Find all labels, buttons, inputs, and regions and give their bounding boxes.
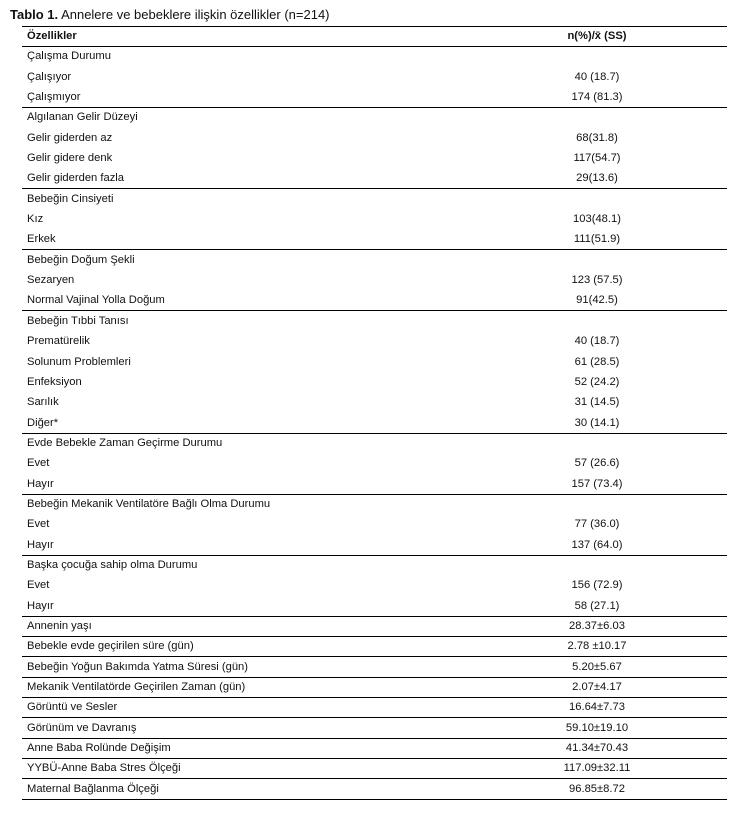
row-value: 40 (18.7) [574,335,620,348]
row-label: Bebeğin Cinsiyeti [27,192,114,205]
table-row [22,697,727,717]
table-caption [10,7,330,23]
row-label: Bebeğin Tıbbi Tanısı [27,314,129,327]
row-label: Evde Bebekle Zaman Geçirme Durumu [27,436,223,449]
row-value: 29(13.6) [576,172,618,185]
row-divider [22,107,727,108]
row-divider [22,433,727,434]
table-row [22,229,727,249]
row-value: 58 (27.1) [574,599,620,612]
row-label: Çalışıyor [27,70,72,83]
table-row [22,107,727,127]
table-row [22,46,727,66]
row-divider [22,697,727,698]
table-body [22,46,727,799]
row-label: Bebeğin Mekanik Ventilatöre Bağlı Olma Durumu [27,497,271,510]
row-divider [22,188,727,189]
table-row [22,270,727,290]
row-label: Bebekle evde geçirilen süre (gün) [27,640,194,653]
row-label: Algılanan Gelir Düzeyi [27,111,138,124]
row-label: Çalışma Durumu [27,50,111,63]
row-divider [22,717,727,718]
row-label: YYBÜ-Anne Baba Stres Ölçeği [27,762,181,775]
row-value: 59.10±19.10 [565,721,629,734]
row-label: Kız [27,213,44,226]
table-row [22,148,727,168]
row-value: 117.09±32.11 [563,762,631,775]
row-value: 61 (28.5) [574,355,620,368]
row-label: Anne Baba Rolünde Değişim [27,742,171,755]
table-row [22,616,727,636]
table-row [22,413,727,433]
table-row [22,657,727,677]
row-label: Mekanik Ventilatörde Geçirilen Zaman (gün) [27,681,246,693]
row-label: Bebeğin Yoğun Bakımda Yatma Süresi (gün) [27,660,248,673]
row-label: Evet [27,579,50,592]
table-row [22,311,727,331]
table-row [22,514,727,534]
row-label: Maternal Bağlanma Ölçeği [27,782,159,795]
row-divider [22,778,727,779]
table-row [22,128,727,148]
row-value: 68(31.8) [576,131,618,144]
table-row [22,352,727,372]
row-label: Gelir giderden fazla [27,172,125,185]
table-header-row [22,26,727,46]
row-value: 16.64±7.73 [569,701,625,714]
table-row [22,87,727,107]
row-label: Görüntü ve Sesler [27,701,118,714]
table-row [22,67,727,87]
table-row [22,168,727,188]
row-value: 123 (57.5) [571,274,623,287]
row-label: Sarılık [27,396,59,409]
table-row [22,372,727,392]
table-row [22,555,727,575]
table-row [22,596,727,616]
row-value: 96.85±8.72 [569,782,625,795]
row-value: 40 (18.7) [574,70,620,83]
row-value: 52 (24.2) [574,375,620,388]
row-value: 156 (72.9) [571,579,623,592]
table-row [22,718,727,738]
row-value: 41.34±70.43 [565,742,629,755]
row-label: Normal Vajinal Yolla Doğum [27,294,165,307]
header-value: n(%)/x̄ (SS) [567,30,627,42]
row-divider [22,310,727,311]
row-label: Evet [27,518,50,531]
row-divider [22,677,727,678]
row-value: 2.07±4.17 [572,681,622,693]
table-row [22,779,727,799]
row-label: Solunum Problemleri [27,355,131,368]
table-row [22,453,727,473]
row-divider [22,616,727,617]
table-row [22,250,727,270]
row-divider [22,656,727,657]
row-divider [22,494,727,495]
row-label: Sezaryen [27,274,75,287]
row-value: 5.20±5.67 [572,660,622,673]
row-value: 30 (14.1) [574,416,620,429]
table-row [22,738,727,758]
row-divider [22,636,727,637]
caption-text: Annelere ve bebeklere ilişkin özellikler (n=214) [61,7,330,22]
row-value: 31 (14.5) [574,396,620,409]
row-label: Hayır [27,599,54,612]
row-value: 174 (81.3) [571,91,623,104]
characteristics-table [22,26,727,799]
row-value: 57 (26.6) [574,457,620,470]
row-label: Bebeğin Doğum Şekli [27,253,135,266]
row-value: 137 (64.0) [571,538,623,551]
table-row [22,433,727,453]
row-value: 2.78 ±10.17 [567,640,627,653]
table-row [22,290,727,310]
row-divider [22,738,727,739]
row-divider [22,799,727,800]
row-value: 28.37±6.03 [569,619,625,632]
row-value: 117(54.7) [573,152,621,165]
table-row [22,677,727,697]
table-row [22,636,727,656]
row-label: Hayır [27,538,54,551]
header-label: Özellikler [27,30,77,42]
row-label: Prematürelik [27,335,90,348]
row-label: Evet [27,457,50,470]
table-row [22,331,727,351]
table-row [22,494,727,514]
row-label: Görünüm ve Davranış [27,721,137,734]
row-label: Başka çocuğa sahip olma Durumu [27,558,198,571]
row-value: 77 (36.0) [574,518,620,531]
row-value: 111(51.9) [573,233,621,246]
row-divider [22,249,727,250]
row-label: Annenin yaşı [27,619,92,632]
row-value: 157 (73.4) [571,477,623,490]
row-label: Enfeksiyon [27,375,82,388]
row-label: Çalışmıyor [27,91,81,104]
table-row [22,209,727,229]
table-row [22,758,727,778]
caption-prefix: Tablo 1. [10,7,59,22]
row-label: Gelir gidere denk [27,152,113,165]
row-divider [22,555,727,556]
row-label: Hayır [27,477,54,490]
row-value: 91(42.5) [576,294,618,307]
row-divider [22,758,727,759]
table-row [22,474,727,494]
table-row [22,392,727,412]
table-row [22,535,727,555]
table-row [22,189,727,209]
table-row [22,575,727,595]
row-label: Erkek [27,233,56,246]
row-value: 103(48.1) [573,213,621,226]
row-label: Diğer* [27,416,59,429]
row-label: Gelir giderden az [27,131,113,144]
